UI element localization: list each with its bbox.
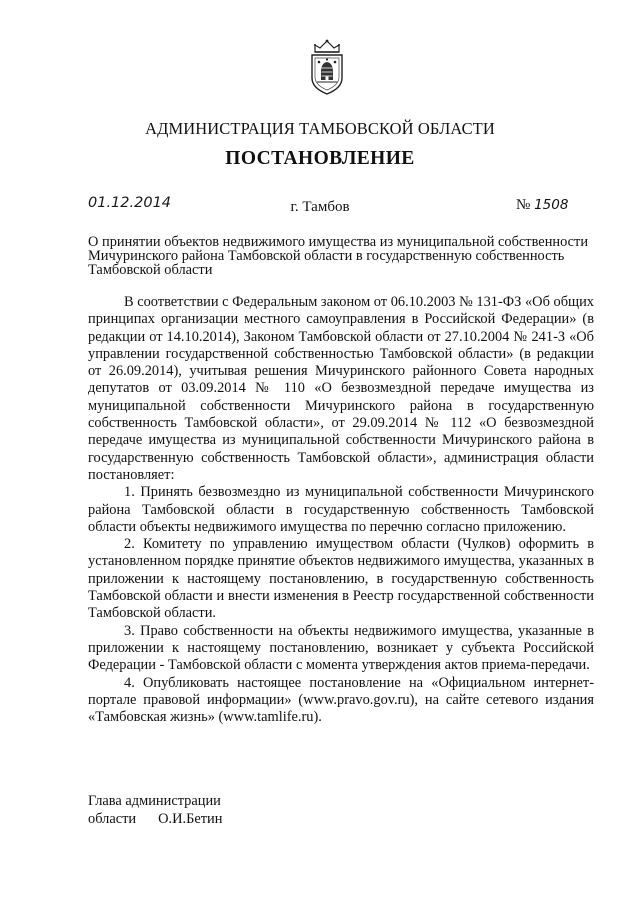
signature-block — [88, 792, 222, 828]
document-subject: О принятии объектов недвижимого имущества из муниципальной собственности Мичуринского района Тамбовской области в государственную собственность Тамбовской области — [88, 234, 589, 279]
coat-of-arms-icon — [306, 38, 348, 96]
document-body — [88, 294, 594, 726]
document-type-heading: ПОСТАНОВЛЕНИЕ — [225, 148, 415, 169]
document-number-value: 1508 — [534, 197, 569, 213]
clause-paragraph-4: 4. Опубликовать настоящее постановление на «Официальном интернет-портале правовой информации» (www.pravo.gov.ru), на сайте сетевого издания «Тамбовская жизнь» (www.tamlife.ru). — [88, 674, 594, 726]
signatory-title-line2 — [88, 810, 222, 828]
document-number-prefix: № — [516, 197, 531, 213]
organization-title: АДМИНИСТРАЦИЯ ТАМБОВСКОЙ ОБЛАСТИ — [145, 119, 495, 138]
document-date: 01.12.2014 — [88, 195, 172, 211]
clause-paragraph-1: 1. Принять безвозмездно из муниципальной собственности Мичуринского района Тамбовской области в государственную собственность Тамбовской области объекты недвижимого имущества по перечню согласно приложению. — [88, 484, 594, 535]
preamble-paragraph: В соответствии с Федеральным законом от 06.10.2003 № 131-ФЗ «Об общих принципах организации местного самоуправления в Российской Федерации» (в редакции от 14.10.2014), Законом Тамбовской области от 27.10.2004 № 241-З «Об управлении государственной собственностью Тамбовской области» (в редакции от 26.09.2014), учитывая решения Мичуринского районного Совета народных депутатов от 03.09.2014 № 110 «О безвозмездной передаче имущества из муниципальной собственности Мичуринского района в государственную собственность Тамбовской области», от 29.09.2014 № 112 «О безвозмездной передаче имущества из муниципальной собственности Мичуринского района в государственную собственность Тамбовской области», администрация области постановляет: — [88, 294, 594, 483]
signatory-title-line2-text: области — [88, 811, 137, 827]
clause-paragraph-3: 3. Право собственности на объекты недвижимого имущества, указанные в приложении к настоящему постановлению, возникает у субъекта Российской Федерации - Тамбовской области с момента утверждения актов приема-передачи. — [88, 622, 594, 674]
document-number — [516, 197, 568, 214]
signatory-name: О.И.Бетин — [158, 811, 223, 827]
clause-paragraph-2: 2. Комитету по управлению имуществом области (Чулков) оформить в установленном порядке принятие объектов недвижимого имущества, указанных в приложении к настоящему постановлению, в государственную собственность Тамбовской области и внести изменения в Реестр государственной собственности Тамбовской области. — [88, 536, 594, 622]
document-city: г. Тамбов — [290, 199, 350, 215]
signatory-title-line1: Глава администрации — [88, 793, 221, 809]
